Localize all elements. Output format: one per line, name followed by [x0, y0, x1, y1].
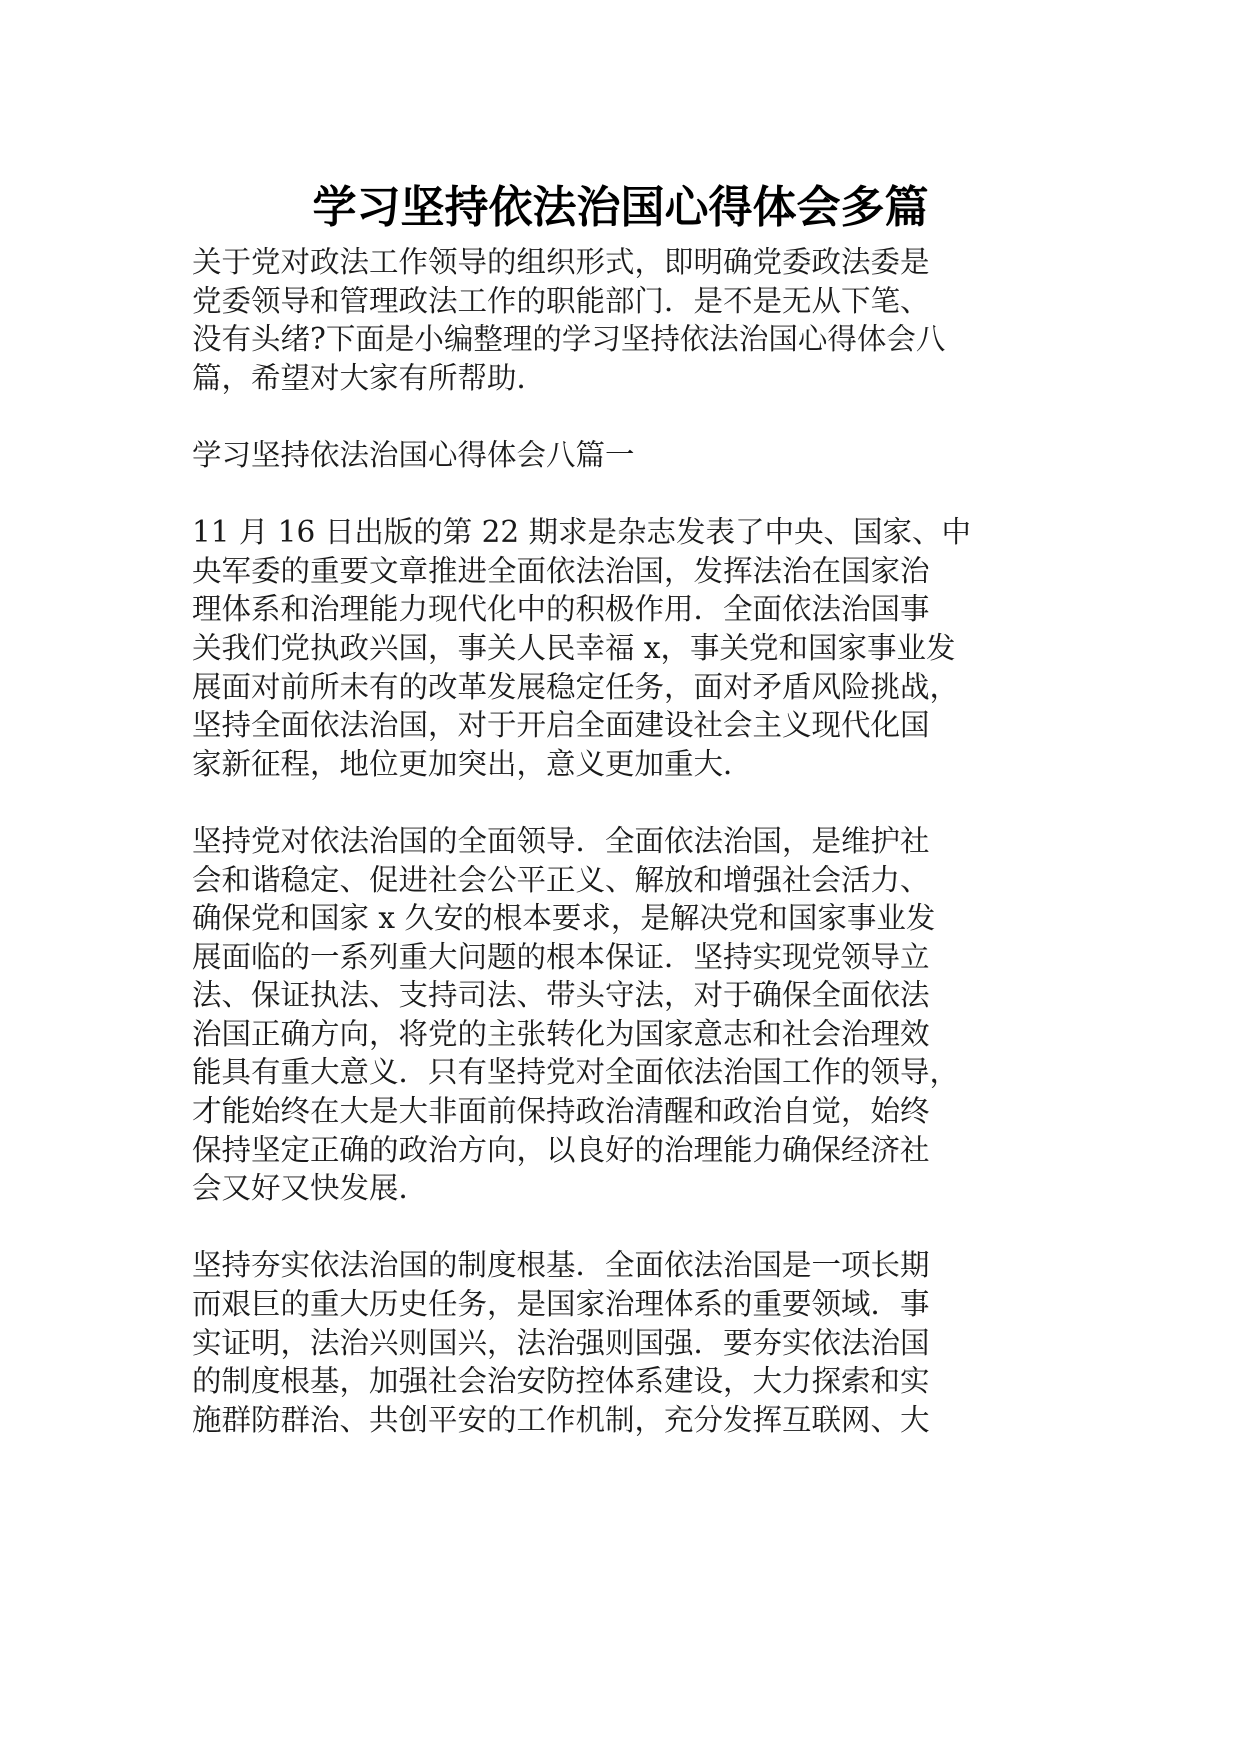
text-line: 展面对前所未有的改革发展稳定任务，面对矛盾风险挑战，: [192, 669, 960, 704]
text-line: 保持坚定正确的政治方向，以良好的治理能力确保经济社: [192, 1132, 930, 1167]
paragraph: [192, 822, 1052, 1208]
text-line: 展面临的一系列重大问题的根本保证．坚持实现党领导立: [192, 939, 930, 974]
text-line: 家新征程，地位更加突出，意义更加重大．: [192, 746, 753, 781]
text-line: 坚持夯实依法治国的制度根基．全面依法治国是一项长期: [192, 1248, 930, 1283]
paragraph-intro: [192, 243, 1052, 397]
paragraph: [192, 513, 1052, 783]
text-line: 才能始终在大是大非面前保持政治清醒和政治自觉，始终: [192, 1094, 930, 1129]
text-line: 篇，希望对大家有所帮助．: [192, 360, 547, 395]
text-line: 理体系和治理能力现代化中的积极作用．全面依法治国事: [192, 592, 930, 627]
text-line: 学习坚持依法治国心得体会八篇一: [192, 437, 635, 472]
text-line: 11 月 16 日出版的第 22 期求是杂志发表了中央、国家、中: [192, 515, 971, 550]
text-line: 没有头绪?下面是小编整理的学习坚持依法治国心得体会八: [192, 322, 946, 357]
text-line: 会又好又快发展．: [192, 1171, 429, 1206]
text-line: 而艰巨的重大历史任务，是国家治理体系的重要领域．事: [192, 1287, 930, 1322]
text-line: 施群防群治、共创平安的工作机制，充分发挥互联网、大: [192, 1402, 930, 1437]
text-line: 实证明，法治兴则国兴，法治强则国强．要夯实依法治国: [192, 1325, 930, 1360]
text-line: 会和谐稳定、促进社会公平正义、解放和增强社会活力、: [192, 862, 930, 897]
document-body: [192, 243, 1052, 1478]
section-heading: [192, 436, 1052, 475]
text-line: 坚持党对依法治国的全面领导．全面依法治国，是维护社: [192, 823, 930, 858]
text-line: 的制度根基，加强社会治安防控体系建设，大力探索和实: [192, 1364, 930, 1399]
text-line: 关我们党执政兴国，事关人民幸福 x，事关党和国家事业发: [192, 630, 956, 665]
text-line: 坚持全面依法治国，对于开启全面建设社会主义现代化国: [192, 708, 930, 743]
text-line: 治国正确方向，将党的主张转化为国家意志和社会治理效: [192, 1016, 930, 1051]
paragraph: [192, 1246, 1052, 1439]
text-line: 党委领导和管理政法工作的职能部门．是不是无从下笔、: [192, 283, 930, 318]
document-title: 学习坚持依法治国心得体会多篇: [312, 182, 929, 233]
text-line: 关于党对政法工作领导的组织形式，即明确党委政法委是: [192, 245, 930, 279]
text-line: 法、保证执法、支持司法、带头守法，对于确保全面依法: [192, 978, 930, 1013]
text-line: 能具有重大意义．只有坚持党对全面依法治国工作的领导，: [192, 1055, 960, 1090]
text-line: 确保党和国家 x 久安的根本要求，是解决党和国家事业发: [192, 901, 936, 936]
text-line: 央军委的重要文章推进全面依法治国，发挥法治在国家治: [192, 553, 930, 588]
